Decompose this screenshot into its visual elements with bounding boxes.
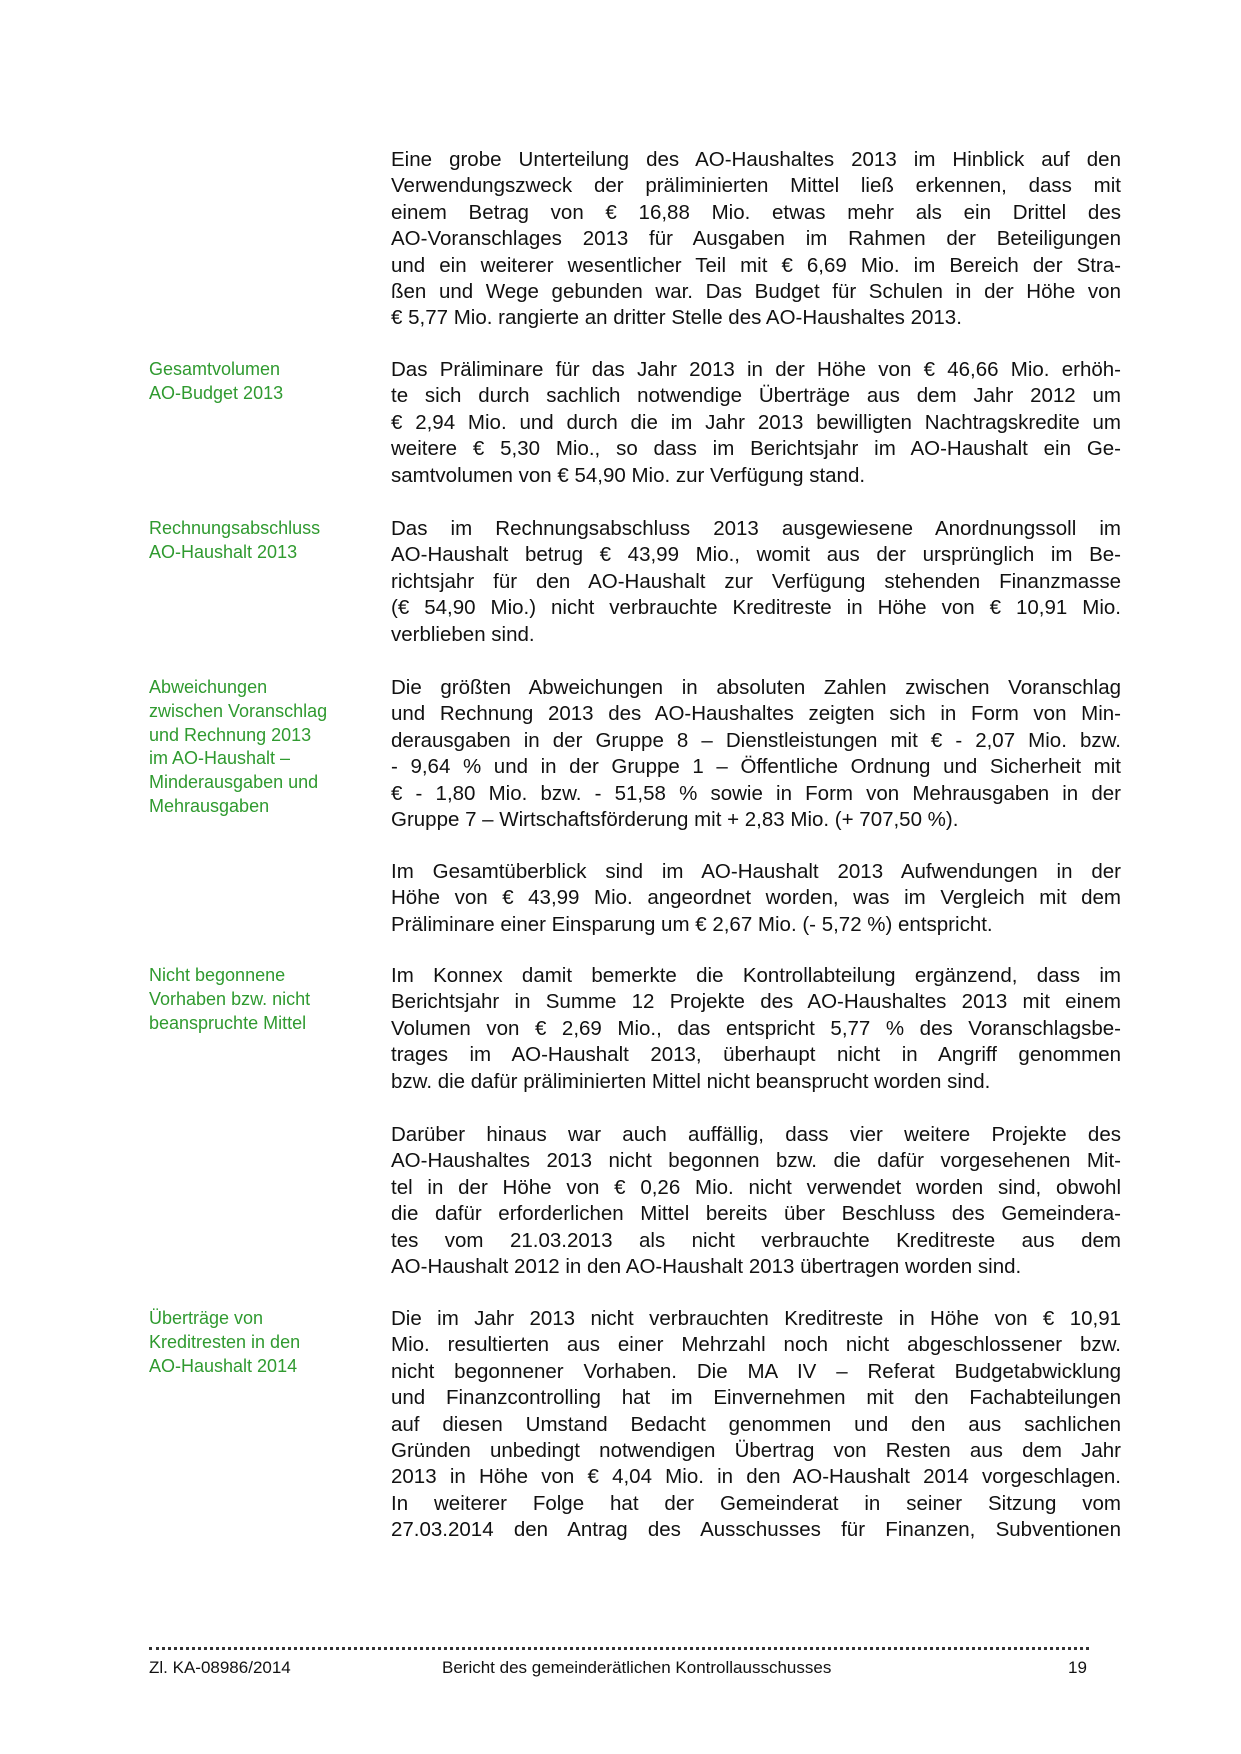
paragraph-line: richtsjahr für den AO-Haushalt zur Verfügung stehenden Finanzmasse [391,569,1121,593]
margin-heading-line: Minderausgaben und [149,772,319,793]
margin-heading-line: Kreditresten in den [149,1331,301,1352]
paragraph-line: die dafür erforderlichen Mittel bereits über Beschluss des Gemeindera- [391,1202,1121,1226]
margin-heading-line: Rechnungsabschluss [149,518,321,538]
footer-title: Bericht des gemeinderätlichen Kontrollausschusses [442,1658,832,1677]
paragraph-line: Darüber hinaus war auch auffällig, dass vier weitere Projekte des [391,1123,1121,1146]
body-paragraph [391,1122,1121,1280]
paragraph-line: ßen und Wege gebunden war. Das Budget für Schulen in der Höhe von [391,279,1121,303]
paragraph-line: Das Präliminare für das Jahr 2013 in der Höhe von € 46,66 Mio. erhöh- [391,358,1121,381]
paragraph-line: Präliminare einer Einsparung um € 2,67 Mio. (- 5,72 %) entspricht. [391,912,993,936]
paragraph-line: € 5,77 Mio. rangierte an dritter Stelle des AO-Haushaltes 2013. [391,306,962,330]
body-paragraph [391,963,1121,1095]
paragraph-line: verblieben sind. [391,622,535,646]
paragraph-line: trages im AO-Haushalt 2013, überhaupt nicht in Angriff genommen [391,1043,1121,1067]
paragraph-line: € - 1,80 Mio. bzw. - 51,58 % sowie in Form von Mehrausgaben in der [391,781,1121,805]
margin-heading-line: Nicht begonnene [149,965,286,985]
margin-heading-line: Überträge von [149,1308,264,1328]
paragraph-line: Das im Rechnungsabschluss 2013 ausgewiesene Anordnungssoll im [391,517,1121,540]
margin-heading-line: Vorhaben bzw. nicht [149,988,311,1009]
paragraph-line: AO-Haushaltes 2013 nicht begonnen bzw. die dafür vorgesehenen Mit- [391,1149,1121,1173]
margin-heading-line: AO-Haushalt 2013 [149,541,298,562]
paragraph-line: samtvolumen von € 54,90 Mio. zur Verfügung stand. [391,463,866,487]
paragraph-line: Mio. resultierten aus einer Mehrzahl noch nicht abgeschlossener bzw. [391,1333,1121,1357]
paragraph-line: Die im Jahr 2013 nicht verbrauchten Kreditreste in Höhe von € 10,91 [391,1307,1121,1330]
paragraph-line: weitere € 5,30 Mio., so dass im Berichtsjahr im AO-Haushalt ein Ge- [391,437,1121,461]
paragraph-line: - 9,64 % und in der Gruppe 1 – Öffentliche Ordnung und Sicherheit mit [391,755,1121,779]
margin-heading [149,964,379,1035]
paragraph-line: und ein weiterer wesentlicher Teil mit € 6,69 Mio. im Bereich der Stra- [391,253,1121,277]
footer-divider [149,1647,1089,1650]
paragraph-line: te sich durch sachlich notwendige Überträge aus dem Jahr 2012 um [391,384,1121,408]
margin-heading [149,1307,379,1378]
paragraph-line: einem Betrag von € 16,88 Mio. etwas mehr als ein Drittel des [391,200,1121,224]
paragraph-line: bzw. die dafür präliminierten Mittel nicht beansprucht worden sind. [391,1069,991,1093]
paragraph-line: 2013 in Höhe von € 4,04 Mio. in den AO-Haushalt 2014 vorgeschlagen. [391,1465,1121,1489]
paragraph-line: Im Konnex damit bemerkte die Kontrollabteilung ergänzend, dass im [391,964,1121,987]
paragraph-line: AO-Haushalt betrug € 43,99 Mio., womit aus der ursprünglich im Be- [391,543,1121,567]
body-paragraph [391,147,1121,332]
margin-heading [149,358,379,406]
paragraph-line: Volumen von € 2,69 Mio., das entspricht 5,77 % des Voranschlagsbe- [391,1016,1121,1040]
paragraph-line: derausgaben in der Gruppe 8 – Dienstleistungen mit € - 2,07 Mio. bzw. [391,728,1121,752]
body-paragraph [391,675,1121,833]
paragraph-line: nicht begonnener Vorhaben. Die MA IV – Referat Budgetabwicklung [391,1359,1121,1383]
margin-heading-line: im AO-Haushalt – [149,748,291,769]
margin-heading [149,517,379,565]
margin-heading-line: Abweichungen [149,677,268,697]
margin-heading-line: AO-Haushalt 2014 [149,1355,298,1376]
paragraph-line: € 2,94 Mio. und durch die im Jahr 2013 bewilligten Nachtragskredite um [391,410,1121,434]
footer-reference: Zl. KA-08986/2014 [149,1658,291,1677]
margin-heading-line: Gesamtvolumen [149,359,281,379]
paragraph-line: Höhe von € 43,99 Mio. angeordnet worden, was im Vergleich mit dem [391,886,1121,910]
paragraph-line: Die größten Abweichungen in absoluten Zahlen zwischen Voranschlag [391,676,1121,699]
paragraph-line: AO-Haushalt 2012 in den AO-Haushalt 2013 übertragen worden sind. [391,1254,1022,1278]
body-paragraph [391,516,1121,648]
paragraph-line: In weiterer Folge hat der Gemeinderat in seiner Sitzung vom [391,1491,1121,1515]
paragraph-line: AO-Voranschlages 2013 für Ausgaben im Rahmen der Beteiligungen [391,227,1121,251]
paragraph-line: Gründen unbedingt notwendigen Übertrag von Resten aus dem Jahr [391,1438,1121,1462]
paragraph-line: auf diesen Umstand Bedacht genommen und den aus sachlichen [391,1412,1121,1436]
paragraph-line: und Rechnung 2013 des AO-Haushaltes zeigten sich in Form von Min- [391,702,1121,726]
paragraph-line: Verwendungszweck der präliminierten Mittel ließ erkennen, dass mit [391,174,1121,198]
paragraph-line: tes vom 21.03.2013 als nicht verbrauchte Kreditreste aus dem [391,1228,1121,1252]
paragraph-line: und Finanzcontrolling hat im Einvernehmen mit den Fachabteilungen [391,1386,1121,1410]
paragraph-line: (€ 54,90 Mio.) nicht verbrauchte Kreditreste in Höhe von € 10,91 Mio. [391,596,1121,620]
body-paragraph [391,357,1121,489]
page-number: 19 [1068,1658,1087,1677]
paragraph-line: Berichtsjahr in Summe 12 Projekte des AO-Haushaltes 2013 mit einem [391,990,1121,1014]
margin-heading [149,676,379,819]
margin-heading-line: Mehrausgaben [149,795,270,816]
paragraph-line: Im Gesamtüberblick sind im AO-Haushalt 2013 Aufwendungen in der [391,860,1121,883]
body-paragraph [391,1306,1121,1544]
margin-heading-line: beanspruchte Mittel [149,1012,307,1033]
paragraph-line: tel in der Höhe von € 0,26 Mio. nicht verwendet worden sind, obwohl [391,1175,1121,1199]
body-paragraph [391,859,1121,938]
margin-heading-line: zwischen Voranschlag [149,700,328,721]
margin-heading-line: und Rechnung 2013 [149,724,312,745]
paragraph-line: 27.03.2014 den Antrag des Ausschusses für Finanzen, Subventionen [391,1518,1121,1542]
paragraph-line: Gruppe 7 – Wirtschaftsförderung mit + 2,83 Mio. (+ 707,50 %). [391,807,959,831]
margin-heading-line: AO-Budget 2013 [149,382,284,403]
paragraph-line: Eine grobe Unterteilung des AO-Haushaltes 2013 im Hinblick auf den [391,148,1121,171]
